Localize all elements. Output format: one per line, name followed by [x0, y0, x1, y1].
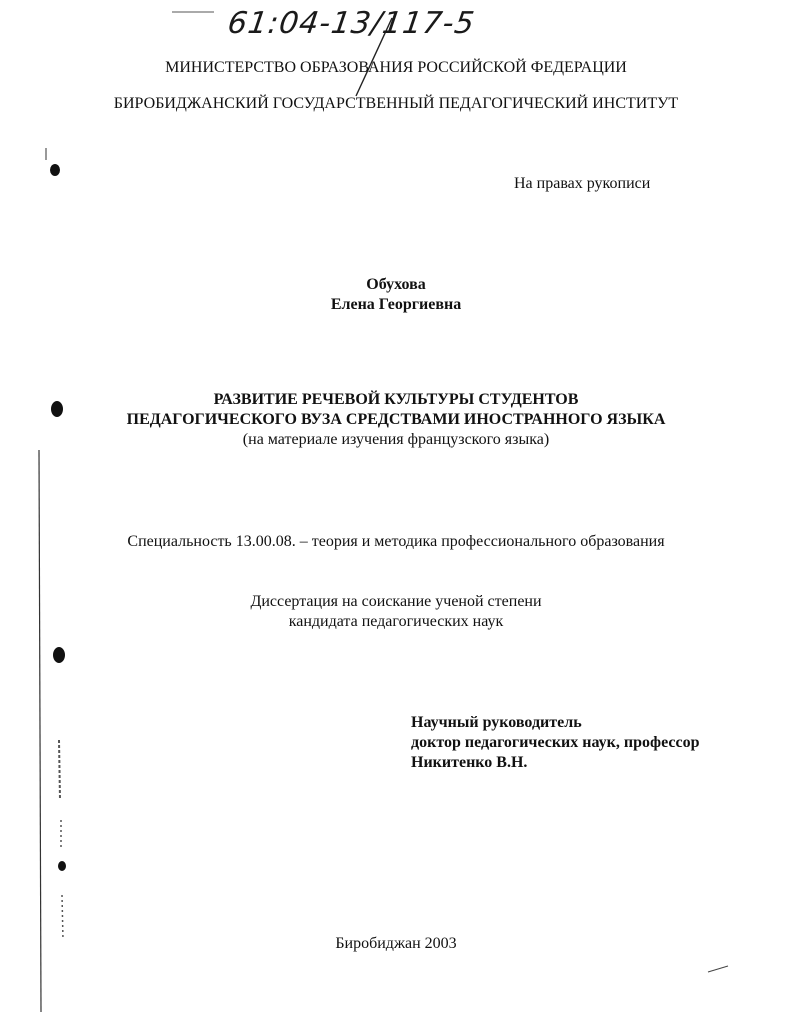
ministry-header: МИНИСТЕРСТВО ОБРАЗОВАНИЯ РОССИЙСКОЙ ФЕДЕРАЦИИ [165, 59, 627, 76]
edge-tick-2 [59, 740, 60, 800]
stray-mark [708, 966, 728, 972]
supervisor-credentials: доктор педагогических наук, профессор [411, 734, 700, 751]
hole-mark-3 [53, 647, 65, 663]
title-line-2: ПЕДАГОГИЧЕСКОГО ВУЗА СРЕДСТВАМИ ИНОСТРАННОГО ЯЗЫКА [126, 411, 666, 428]
manuscript-note: На правах рукописи [514, 175, 651, 192]
title-subtitle: (на материале изучения французского языка) [242, 431, 550, 448]
handwritten-stamp-code: 61:04-13/117-5 [225, 6, 478, 41]
hole-mark-1 [50, 164, 60, 176]
author-given-names: Елена Георгиевна [330, 296, 462, 313]
supervisor-role: Научный руководитель [411, 714, 582, 731]
specialty-line: Специальность 13.00.08. – теория и методика профессионального образования [127, 533, 665, 550]
place-year: Биробиджан 2003 [335, 935, 457, 952]
degree-line-1: Диссертация на соискание ученой степени [250, 593, 542, 610]
supervisor-name: Никитенко В.Н. [411, 754, 528, 771]
institute-header: БИРОБИДЖАНСКИЙ ГОСУДАРСТВЕННЫЙ ПЕДАГОГИЧЕСКИЙ ИНСТИТУТ [113, 95, 679, 112]
hole-mark-4 [58, 861, 66, 871]
degree-line-2: кандидата педагогических наук [288, 613, 504, 630]
author-surname: Обухова [366, 276, 426, 293]
title-line-1: РАЗВИТИЕ РЕЧЕВОЙ КУЛЬТУРЫ СТУДЕНТОВ [213, 391, 579, 408]
